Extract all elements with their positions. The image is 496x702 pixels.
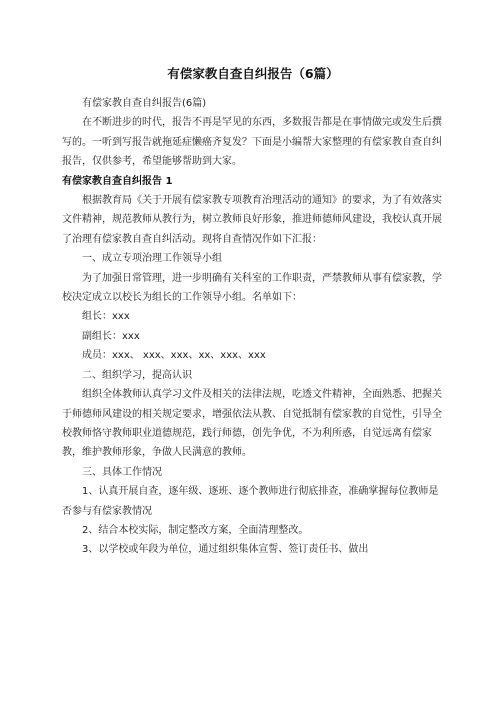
paragraph: 在不断进步的时代，报告不再是罕见的东西，多数报告都是在事情做完或发生后撰写的。一听到写报告就拖延症懒癌齐复发？下面是小编帮大家整理的有偿家教自查自纠报告，仅供参考，希望能够帮助到大家。	[62, 117, 442, 168]
paragraph: 二、组织学习，提高认识	[82, 369, 192, 381]
paragraph: 组织全体教师认真学习文件及相关的法律法规，吃透文件精神，全面熟悉、把握关于师德师风建设的相关规定要求，增强依法从教、自觉抵制有偿家教的自觉性，引导全校教师恪守教师职业道德规范，践行师德，创先争优，不为利所惑，自觉远离有偿家教，维护教师形象，争做人民满意的教师。	[62, 389, 442, 459]
paragraph: 有偿家教自查自纠报告(6篇)	[82, 98, 207, 109]
section-heading: 有偿家教自查自纠报告 1	[62, 175, 173, 187]
paragraph: 组长：xxx	[82, 311, 130, 323]
paragraph: 2、结合本校实际，制定整改方案，全面清理整改。	[82, 524, 309, 536]
document-body	[62, 94, 444, 560]
paragraph: 成员：xxx、 xxx、xxx、xx、xxx、xxx	[82, 350, 266, 362]
paragraph: 副组长：xxx	[82, 330, 140, 342]
paragraph: 根据教育局《关于开展有偿家教专项教育治理活动的通知》的要求，为了有效落实文件精神，规范教师从教行为，树立教师良好形象，推进师德师风建设，我校认真开展了治理有偿家教自查自纠活动。现将自查情况作如下汇报：	[62, 195, 442, 245]
paragraph: 1、认真开展自查，逐年级、逐班、逐个教师进行彻底排查，准确掌握每位教师是否参与有偿家教情况	[62, 486, 439, 517]
paragraph: 为了加强日常管理，进一步明确有关科室的工作职责，严禁教师从事有偿家教，学校决定成立以校长为组长的工作领导小组。名单如下：	[62, 272, 442, 304]
document-title: 有偿家教自查自纠报告（6篇）	[167, 66, 339, 81]
paragraph: 3、以学校或年段为单位，通过组织集体宣誓、签订责任书、做出	[82, 544, 369, 556]
paragraph: 一、成立专项治理工作领导小组	[82, 253, 222, 265]
paragraph: 三、具体工作情况	[82, 466, 162, 478]
